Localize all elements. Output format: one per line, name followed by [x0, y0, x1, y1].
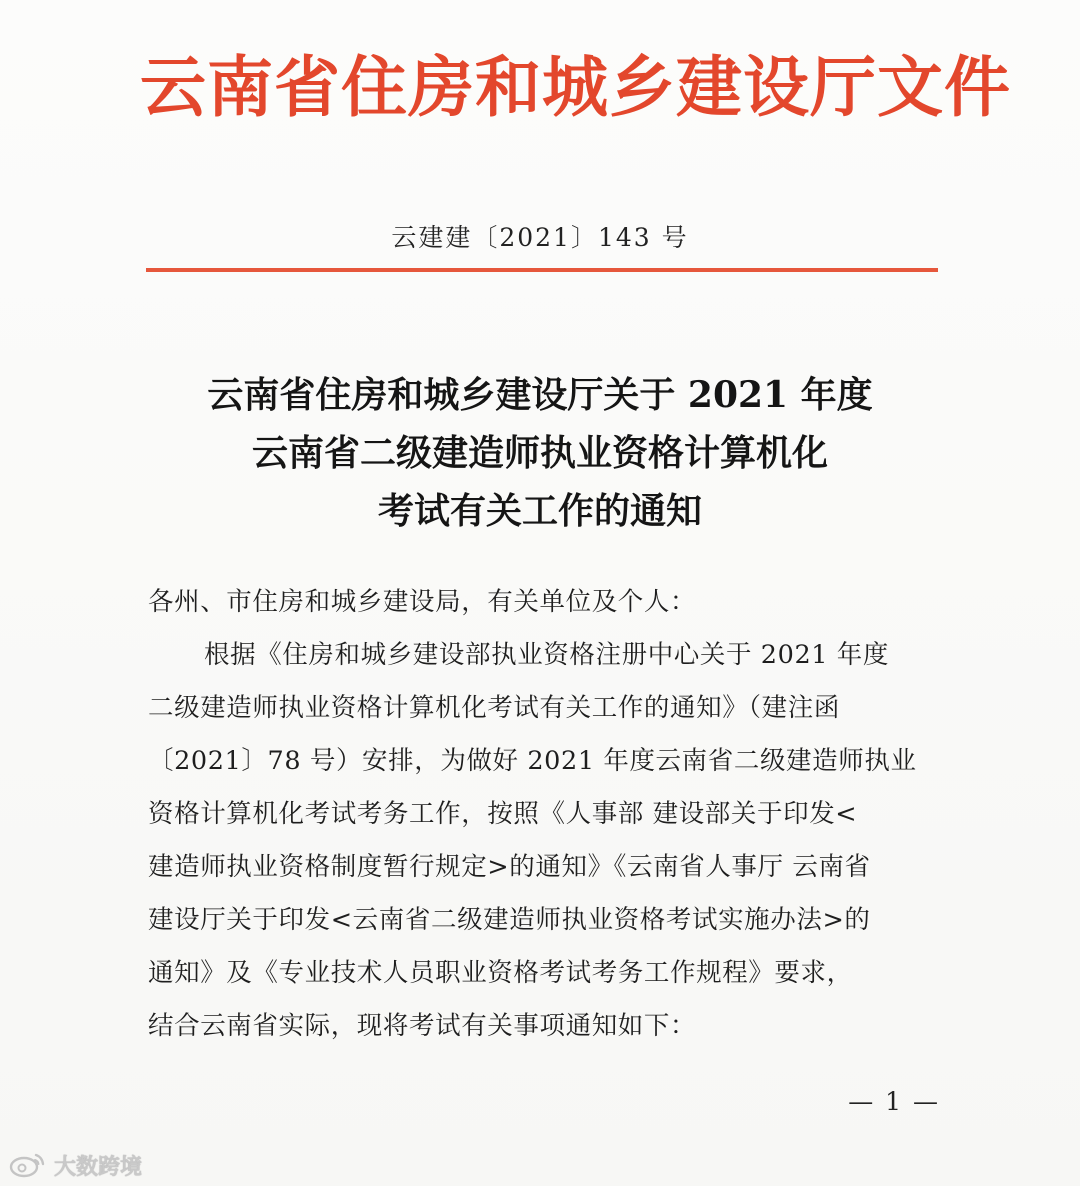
- watermark-text: 大数跨境: [54, 1154, 143, 1180]
- watermark: [8, 1148, 142, 1182]
- salutation: 各州、市住房和城乡建设局，有关单位及个人：: [148, 587, 697, 617]
- body-line: 〔2021〕78 号）安排，为做好 2021 年度云南省二级建造师执业: [148, 746, 917, 776]
- document-number: 云建建〔2021〕143 号: [391, 223, 689, 252]
- title-line: 云南省二级建造师执业资格计算机化: [251, 432, 828, 474]
- title-line: 云南省住房和城乡建设厅关于 2021 年度: [207, 374, 873, 416]
- weibo-logo-icon: [8, 1151, 48, 1179]
- body-line: 结合云南省实际，现将考试有关事项通知如下：: [148, 1011, 697, 1041]
- body-line: 二级建造师执业资格计算机化考试有关工作的通知》（建注函: [148, 693, 840, 723]
- title-line: 考试有关工作的通知: [377, 490, 702, 532]
- red-divider-line: [146, 268, 938, 272]
- body-line: 资格计算机化考试考务工作，按照《人事部 建设部关于印发<: [148, 799, 858, 829]
- body-line: 根据《住房和城乡建设部执业资格注册中心关于 2021 年度: [204, 640, 890, 670]
- page-number: — 1 —: [848, 1087, 940, 1116]
- body-line: 建设厅关于印发<云南省二级建造师执业资格考试实施办法>的: [148, 905, 871, 935]
- notice-title: [140, 366, 940, 540]
- masthead-title: 云南省住房和城乡建设厅文件: [140, 49, 1011, 126]
- body-line: 建造师执业资格制度暂行规定>的通知》《云南省人事厅 云南省: [148, 852, 871, 882]
- notice-body: [148, 576, 940, 1053]
- body-line: 通知》及《专业技术人员职业资格考试考务工作规程》要求，: [148, 958, 853, 988]
